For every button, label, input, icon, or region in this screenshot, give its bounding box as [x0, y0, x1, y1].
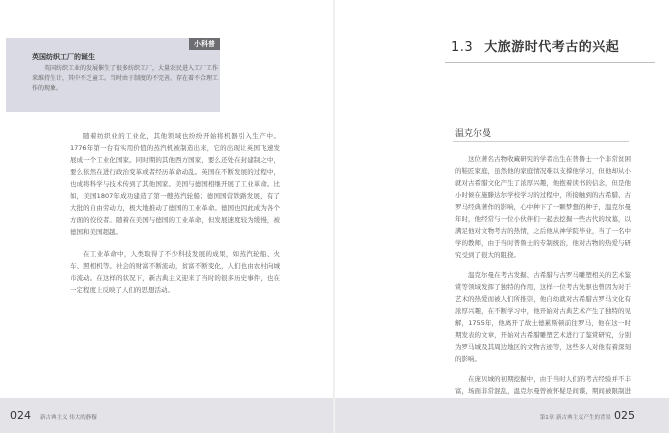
- sidebar-title: 英国纺织工厂的诞生: [32, 53, 95, 61]
- left-footer: [0, 398, 334, 433]
- section-rule: [453, 141, 629, 142]
- paragraph: 这位著名古物收藏研究的学者出生在普鲁士一个非常贫困的鞋匠家庭，虽然他的家庭情况难以支撑他学习，但他却从小就对古希腊文化产生了浓厚兴趣，他抱着读书的信念，但是他小时候在施滕达尔学校学习的过程中，所接触到的古希腊、古罗马经典著作的影响，心中种下了一颗梦想的种子，温克尔曼年时，他经常与一位小伙伴们一起去挖掘一些古代的坟墓，以满足他对文物考古的热情，之后他从神学院毕业，当了一名中学的教师，由于当时普鲁士的专制统治，他对古物的热爱与研究受到了很大的阻挠。: [455, 155, 631, 259]
- section-heading: 温克尔曼: [455, 129, 492, 139]
- running-footer: 第1章 新古典主义产生的背景: [539, 415, 611, 421]
- page-number: 024: [10, 409, 31, 422]
- paragraph: 温克尔曼在考古发掘、古希腊与古罗马雕塑相关的艺术鉴赏等领域发挥了独特的作用，这样一位考古先驱也曾因为对于艺术的热爱而被人们所推崇，他自幼就对古希腊古罗马文化有浓厚兴趣，在不断学习中，他开始对古典艺术产生了独特的见解，1755年，他离开了故土德累斯顿前往罗马，他在这一时期发表的文章，开始对古希腊雕塑艺术进行了鉴赏研究，分别为罗马城及其周边地区的文物古迹等，这些多人对他有着深刻的影响。: [455, 271, 631, 363]
- right-page: [335, 0, 669, 433]
- sidebar-box: [6, 38, 220, 112]
- running-footer: 新古典主义 伟大的静穆: [40, 415, 97, 421]
- page-number: 025: [614, 409, 635, 422]
- left-body-text: [70, 130, 280, 306]
- chapter-number: 1.3: [451, 40, 474, 55]
- sidebar-text: 英国纺织工业的发展催生了很多纺织工厂，大量农民进入工厂工作来维持生计，其中不乏童工。当时由于制度的不完善，存在着不合理工作的现象。: [32, 65, 219, 92]
- paragraph: 随着纺织业的工业化，其他领域也纷纷开始将机器引入生产中。1776年第一台有实用价值的蒸汽机被制造出来，它的出现让英国飞速发展成一个工业化国家。同时期的其他西方国家，要么还处在封建制之中，要么依然在进行政治变革或者经历革命动乱。英国在不断发展的过程中，也成将科学与技术传到了其他国家。美国与德国相继开展了工业革命。比如，美国1807年成功建造了第一艘蒸汽轮船；德国国营铁路发展，有了大批的自由劳动力，极大地推动了德国的工业革命。德国也因此成为各个方面的佼佼者。随着在美国与德国的工业革命，但发展速度较为缓慢，被德国和美国超越。: [70, 132, 280, 236]
- chapter-title: [451, 36, 619, 55]
- right-body-text: [455, 153, 631, 429]
- chapter-title-text: 大旅游时代考古的兴起: [484, 40, 620, 55]
- right-footer: [335, 398, 669, 433]
- left-page: [0, 0, 334, 433]
- paragraph: 在工业革命中，人类取得了不少科技发展的成果，如蒸汽轮船、火车、照相机等。社会的财富不断流动，贫富不断变化，人们也由农村向城市流动。在这样的状况下，新古典主义迎来了当时的很多历史事件，也在一定程度上反映了人们的思想活动。: [70, 250, 280, 294]
- paragraph: 在庞贝城的初期挖掘中，由于当时人们的考古经验并不丰富，场面非常混乱，温克尔曼曾被怀疑是间谍，期间被限制进: [455, 375, 631, 395]
- sidebar-tag: 小科普: [189, 38, 220, 50]
- title-rule: [445, 62, 655, 63]
